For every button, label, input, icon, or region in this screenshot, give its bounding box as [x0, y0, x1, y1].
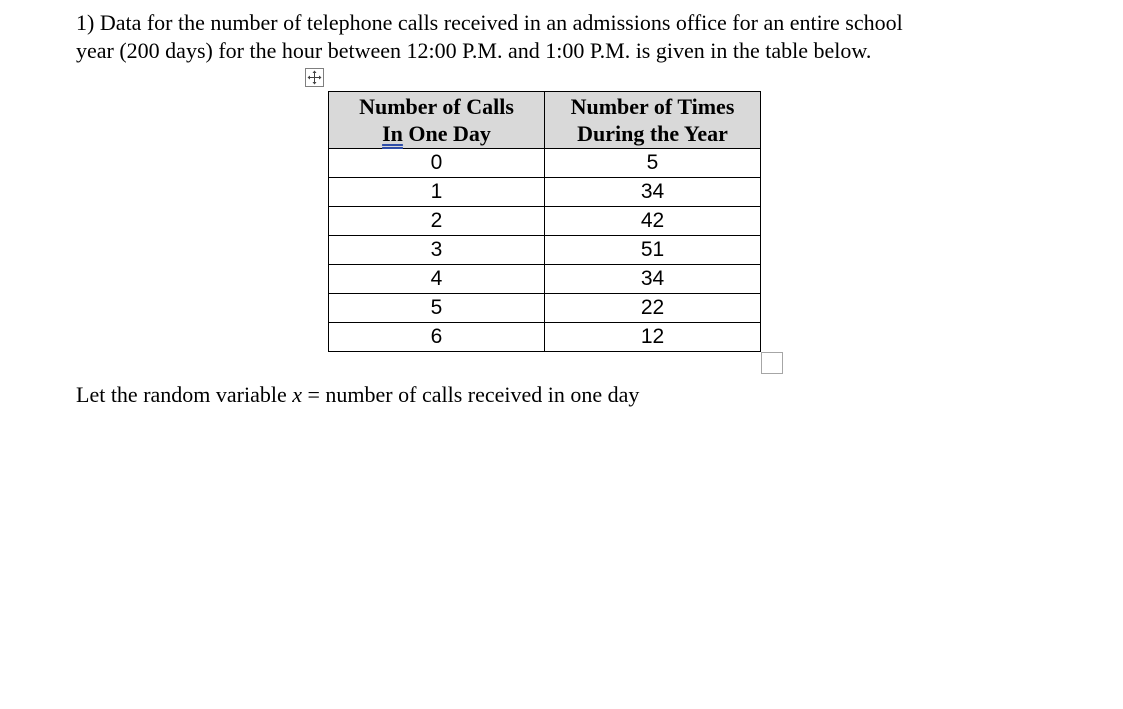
- header-times-line1: Number of Times: [570, 94, 735, 119]
- calls-cell: 3: [329, 236, 545, 265]
- problem-line-2: year (200 days) for the hour between 12:00 P.M. and 1:00 P.M. is given in the table below.: [76, 38, 872, 63]
- header-calls-line1: Number of Calls: [359, 94, 514, 119]
- header-calls-in-word: In: [382, 121, 403, 146]
- variable-x: x: [292, 382, 303, 407]
- table-row: [329, 265, 761, 294]
- header-times-line2: During the Year: [577, 121, 728, 146]
- times-cell: 5: [545, 149, 761, 178]
- table-header-row: [329, 92, 761, 149]
- table-resize-handle[interactable]: [761, 352, 783, 374]
- times-cell: 12: [545, 323, 761, 352]
- definition-prefix: Let the random variable: [76, 382, 293, 407]
- problem-line-1: 1) Data for the number of telephone calls received in an admissions office for an entire school: [76, 10, 903, 35]
- calls-cell: 2: [329, 207, 545, 236]
- calls-cell: 0: [329, 149, 545, 178]
- table-row: [329, 323, 761, 352]
- times-cell: 34: [545, 265, 761, 294]
- times-cell: 51: [545, 236, 761, 265]
- table-row: [329, 207, 761, 236]
- times-cell: 22: [545, 294, 761, 323]
- problem-statement: [76, 9, 1076, 65]
- calls-cell: 4: [329, 265, 545, 294]
- header-calls-line2-rest: One Day: [402, 121, 491, 146]
- table-row: [329, 236, 761, 265]
- table-row: [329, 149, 761, 178]
- calls-cell: 1: [329, 178, 545, 207]
- times-cell: 42: [545, 207, 761, 236]
- calls-cell: 6: [329, 323, 545, 352]
- calls-cell: 5: [329, 294, 545, 323]
- header-number-of-times: [545, 92, 761, 149]
- table-row: [329, 178, 761, 207]
- frequency-table: [328, 91, 761, 352]
- definition-suffix: = number of calls received in one day: [302, 382, 640, 407]
- table-move-handle[interactable]: [305, 68, 324, 87]
- header-number-of-calls: [329, 92, 545, 149]
- times-cell: 34: [545, 178, 761, 207]
- table-row: [329, 294, 761, 323]
- random-variable-definition: [76, 381, 639, 409]
